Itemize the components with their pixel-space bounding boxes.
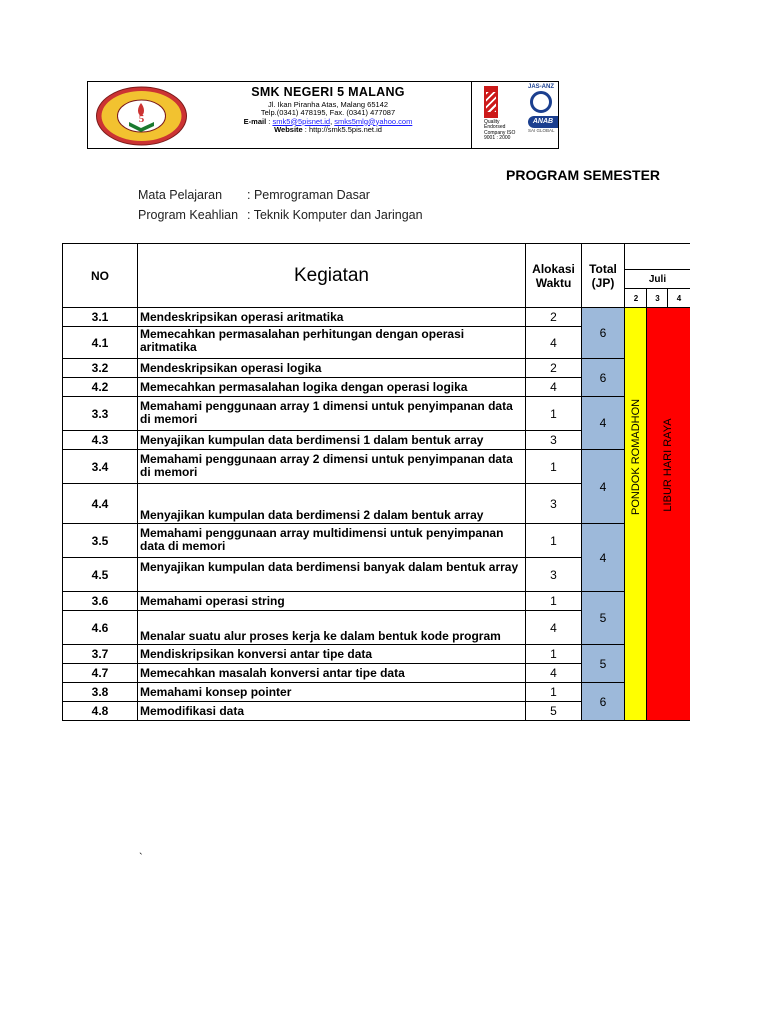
row-no: 4.6 — [91, 620, 109, 635]
total-cell: 4 — [582, 397, 624, 449]
row-alokasi: 1 — [550, 533, 557, 548]
row-no: 3.4 — [91, 459, 109, 474]
header-total: Total (JP) — [589, 261, 617, 290]
anab-logo: ANAB — [528, 116, 558, 128]
row-alokasi: 1 — [550, 594, 557, 608]
subject-label: Mata Pelajaran — [138, 188, 223, 202]
row-no: 3.7 — [91, 647, 109, 661]
row-kegiatan: Memecahkan permasalahan perhitungan dengan operasi aritmatika — [140, 327, 465, 354]
row-alokasi: 4 — [550, 666, 557, 680]
sai-global-text: SAI GLOBAL — [528, 128, 555, 133]
row-alokasi: 2 — [550, 310, 557, 324]
school-address: Jl. Ikan Piranha Atas, Malang 65142 — [267, 99, 389, 109]
total-cell: 4 — [582, 450, 624, 523]
header-week-2: 2 — [633, 293, 639, 303]
school-email-line: E-mail : smk5@5pisnet.id, smks5mlg@yahoo.com — [243, 116, 413, 126]
letterhead — [87, 81, 559, 149]
row-kegiatan: Menalar suatu alur proses kerja ke dalam bentuk kode program — [140, 629, 501, 643]
school-phone: Telp.(0341) 478195, Fax. (0341) 477087 — [260, 108, 396, 117]
header-week-3: 3 — [655, 293, 660, 303]
row-no: 4.1 — [91, 335, 109, 350]
email-link-1[interactable]: smk5@5pisnet.id — [272, 116, 331, 126]
row-no: 4.7 — [91, 666, 109, 680]
week-2-pondok-romadhon — [625, 307, 647, 720]
row-kegiatan: Memahami penggunaan array 2 dimensi untuk penyimpanan data di memori — [140, 452, 513, 479]
quality-system-icon — [484, 86, 498, 118]
row-kegiatan: Memahami penggunaan array 1 dimensi untuk penyimpanan data di memori — [140, 399, 513, 426]
total-cell: 5 — [582, 645, 624, 682]
row-kegiatan: Memecahkan masalah konversi antar tipe data — [140, 666, 405, 680]
week-3-4-libur-hari-raya — [647, 307, 690, 720]
accreditation-ring-icon — [530, 91, 552, 113]
row-alokasi: 4 — [550, 380, 557, 394]
row-alokasi: 3 — [550, 496, 557, 511]
row-no: 4.2 — [91, 380, 109, 394]
total-cell: 6 — [582, 308, 624, 358]
row-alokasi: 4 — [550, 620, 557, 635]
row-alokasi: 1 — [550, 685, 557, 699]
program-value: : Teknik Komputer dan Jaringan — [247, 208, 423, 222]
header-kegiatan: Kegiatan — [293, 264, 369, 286]
school-name: SMK NEGERI 5 MALANG — [251, 85, 405, 99]
document-title: PROGRAM SEMESTER — [506, 167, 661, 183]
website-link[interactable]: http://smk5.5pis.net.id — [308, 125, 382, 134]
quality-certification-text: Quality Endorsed Company ISO 9001 : 2000 — [484, 119, 516, 141]
total-cell: 5 — [582, 592, 624, 644]
svg-text:5: 5 — [138, 113, 145, 125]
program-line — [138, 208, 423, 222]
row-kegiatan: Mendeskripsikan operasi aritmatika — [140, 310, 344, 324]
row-alokasi: 3 — [550, 567, 557, 582]
total-cell: 4 — [582, 524, 624, 591]
row-kegiatan: Memecahkan permasalahan logika dengan operasi logika — [140, 380, 468, 394]
header-month: Juli — [648, 273, 667, 285]
letterhead-text — [200, 86, 456, 134]
header-no: NO — [91, 268, 109, 283]
website-label: Website — [274, 125, 303, 134]
accreditation-badge — [528, 84, 559, 146]
row-kegiatan: Menyajikan kumpulan data berdimensi banyak dalam bentuk array — [140, 560, 519, 574]
row-kegiatan: Mendiskripsikan konversi antar tipe data — [140, 647, 373, 661]
row-no: 4.8 — [91, 704, 109, 718]
row-kegiatan: Menyajikan kumpulan data berdimensi 1 dalam bentuk array — [140, 433, 484, 447]
row-no: 3.1 — [91, 310, 109, 324]
row-no: 3.2 — [91, 361, 109, 375]
row-alokasi: 2 — [550, 361, 557, 375]
row-no: 3.3 — [91, 406, 109, 421]
row-alokasi: 1 — [550, 647, 557, 661]
total-cell: 6 — [582, 359, 624, 396]
row-alokasi: 4 — [550, 335, 557, 350]
row-kegiatan: Memodifikasi data — [140, 704, 245, 718]
row-no: 3.5 — [91, 533, 109, 548]
row-kegiatan: Memahami penggunaan array multidimensi untuk penyimpanan data di memori — [140, 526, 504, 553]
row-no: 4.3 — [91, 433, 109, 447]
email-link-2[interactable]: smks5mlg@yahoo.com — [334, 116, 413, 126]
pondok-romadhon-label: PONDOK ROMADHON — [630, 398, 642, 515]
row-alokasi: 5 — [550, 704, 557, 718]
jas-anz-text: JAS-ANZ — [528, 84, 555, 90]
row-no: 3.6 — [91, 594, 109, 608]
row-kegiatan: Memahami konsep pointer — [140, 685, 292, 699]
email-label: E-mail — [243, 116, 267, 126]
footer-mark: ` — [139, 852, 143, 864]
subject-line — [138, 188, 370, 202]
row-kegiatan: Mendeskripsikan operasi logika — [140, 361, 322, 375]
row-kegiatan: Memahami operasi string — [140, 594, 285, 608]
school-emblem-icon — [95, 86, 188, 146]
row-no: 3.8 — [91, 685, 109, 699]
row-no: 4.5 — [91, 567, 109, 582]
row-kegiatan: Menyajikan kumpulan data berdimensi 2 dalam bentuk array — [140, 508, 484, 522]
subject-value: : Pemrograman Dasar — [247, 188, 370, 202]
letterhead-divider — [471, 82, 472, 148]
libur-hari-raya-label: LIBUR HARI RAYA — [662, 418, 674, 512]
row-alokasi: 1 — [550, 406, 557, 421]
header-week-4: 4 — [676, 293, 682, 303]
header-alokasi: Alokasi Waktu — [532, 261, 575, 290]
program-label: Program Keahlian — [138, 208, 239, 222]
school-website-line: Website : http://smk5.5pis.net.id — [274, 125, 382, 134]
row-no: 4.4 — [91, 496, 109, 511]
total-cell: 6 — [582, 683, 624, 720]
row-alokasi: 1 — [550, 459, 557, 474]
grid-line — [63, 720, 690, 721]
row-alokasi: 3 — [550, 433, 557, 447]
quality-certification-badge — [484, 86, 514, 144]
